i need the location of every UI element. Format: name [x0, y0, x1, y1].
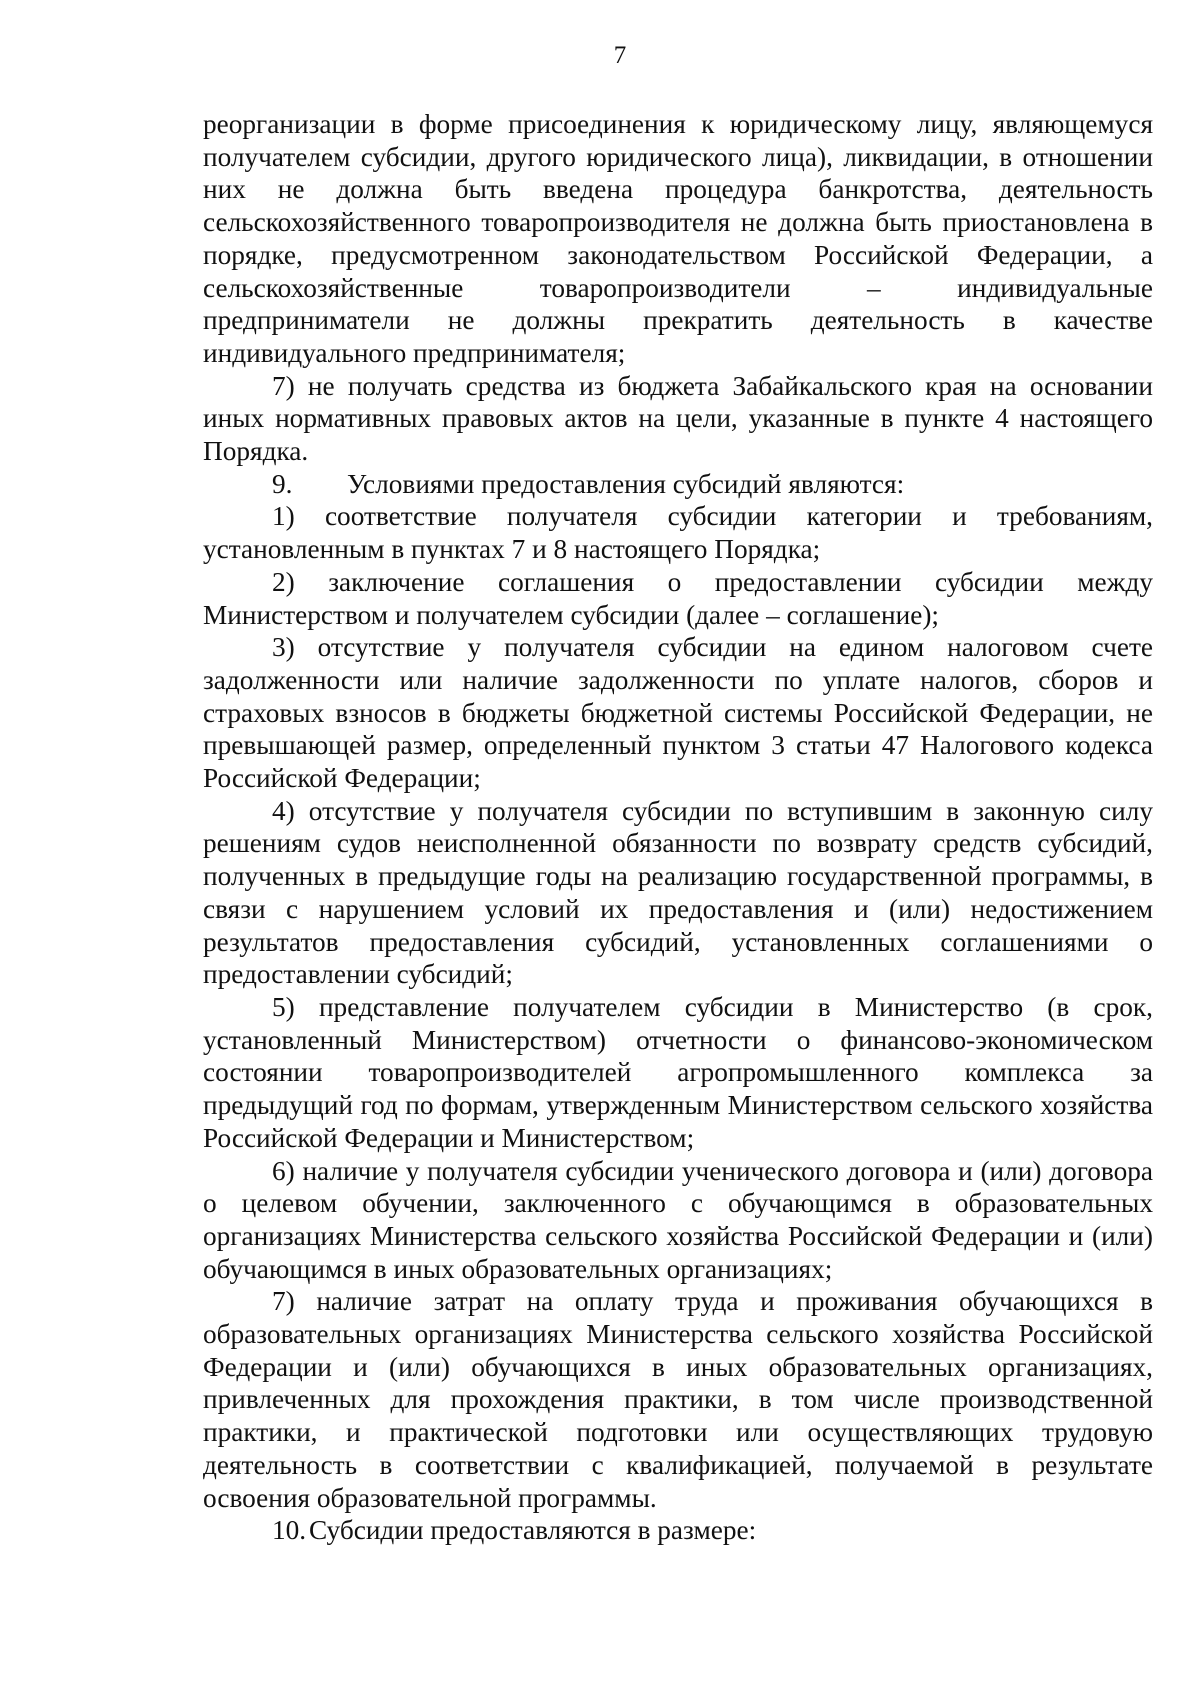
paragraph-clause-10 — [203, 1514, 1153, 1547]
paragraph-condition-7: 7) наличие затрат на оплату труда и проживания обучающихся в образовательных организациях Министерства сельского хозяйства Российской Федерации и (или) обучающихся в иных образовательных организациях, привлеченных для прохождения практики, в том числе производственной практики, и практической подготовки или осуществляющих трудовую деятельность в соответствии с квалификацией, получаемой в результате освоения образовательной программы. — [203, 1286, 1153, 1513]
paragraph-condition-1: 1) соответствие получателя субсидии категории и требованиям, установленным в пунктах 7 и 8 настоящего Порядка; — [203, 501, 1153, 565]
clause-text: Условиями предоставления субсидий являются: — [347, 468, 905, 499]
clause-number: 10. — [272, 1515, 307, 1546]
clause-number: 9. — [272, 468, 293, 499]
document-body — [203, 108, 1153, 1547]
paragraph-condition-2: 2) заключение соглашения о предоставлении субсидии между Министерством и получателем субсидии (далее – соглашение); — [203, 566, 1153, 630]
paragraph-condition-3: 3) отсутствие у получателя субсидии на едином налоговом счете задолженности или наличие задолженности по уплате налогов, сборов и страховых взносов в бюджеты бюджетной системы Российской Федерации, не превышающей размер, определенный пунктом 3 статьи 47 Налогового кодекса Российской Федерации; — [203, 632, 1153, 794]
paragraph-condition-4: 4) отсутствие у получателя субсидии по вступившим в законную силу решениям судов неисполненной обязанности по возврату средств субсидий, полученных в предыдущие годы на реализацию государственной программы, в связи с нарушением условий их предоставления и (или) недостижением результатов предоставления субсидий, установленных соглашениями о предоставлении субсидий; — [203, 795, 1153, 990]
paragraph-condition-6: 6) наличие у получателя субсидии ученического договора и (или) договора о целевом обучении, заключенного с обучающимся в образовательных организациях Министерства сельского хозяйства Российской Федерации и (или) обучающимся в иных образовательных организациях; — [203, 1155, 1153, 1284]
clause-text: Субсидии предоставляются в размере: — [309, 1515, 757, 1546]
paragraph-item-7-budget-funds: 7) не получать средства из бюджета Забайкальского края на основании иных нормативных правовых актов на цели, указанные в пункте 4 настоящего Порядка. — [203, 370, 1153, 467]
paragraph-reorganization-conditions: реорганизации в форме присоединения к юридическому лицу, являющемуся получателем субсидии, другого юридического лица), ликвидации, в отношении них не должна быть введена процедура банкротства, деятельность сельскохозяйственного товаропроизводителя не должна быть приостановлена в порядке, предусмотренном законодательством Российской Федерации, а сельскохозяйственные товаропроизводители – индивидуальные предприниматели не должны прекратить деятельность в качестве индивидуального предпринимателя; — [203, 109, 1153, 368]
paragraph-condition-5: 5) представление получателем субсидии в Министерство (в срок, установленный Министерством) отчетности о финансово-экономическом состоянии товаропроизводителей агропромышленного комплекса за предыдущий год по формам, утвержденным Министерством сельского хозяйства Российской Федерации и Министерством; — [203, 991, 1153, 1153]
paragraph-clause-9 — [203, 468, 1153, 501]
page-number: 7 — [613, 42, 627, 69]
